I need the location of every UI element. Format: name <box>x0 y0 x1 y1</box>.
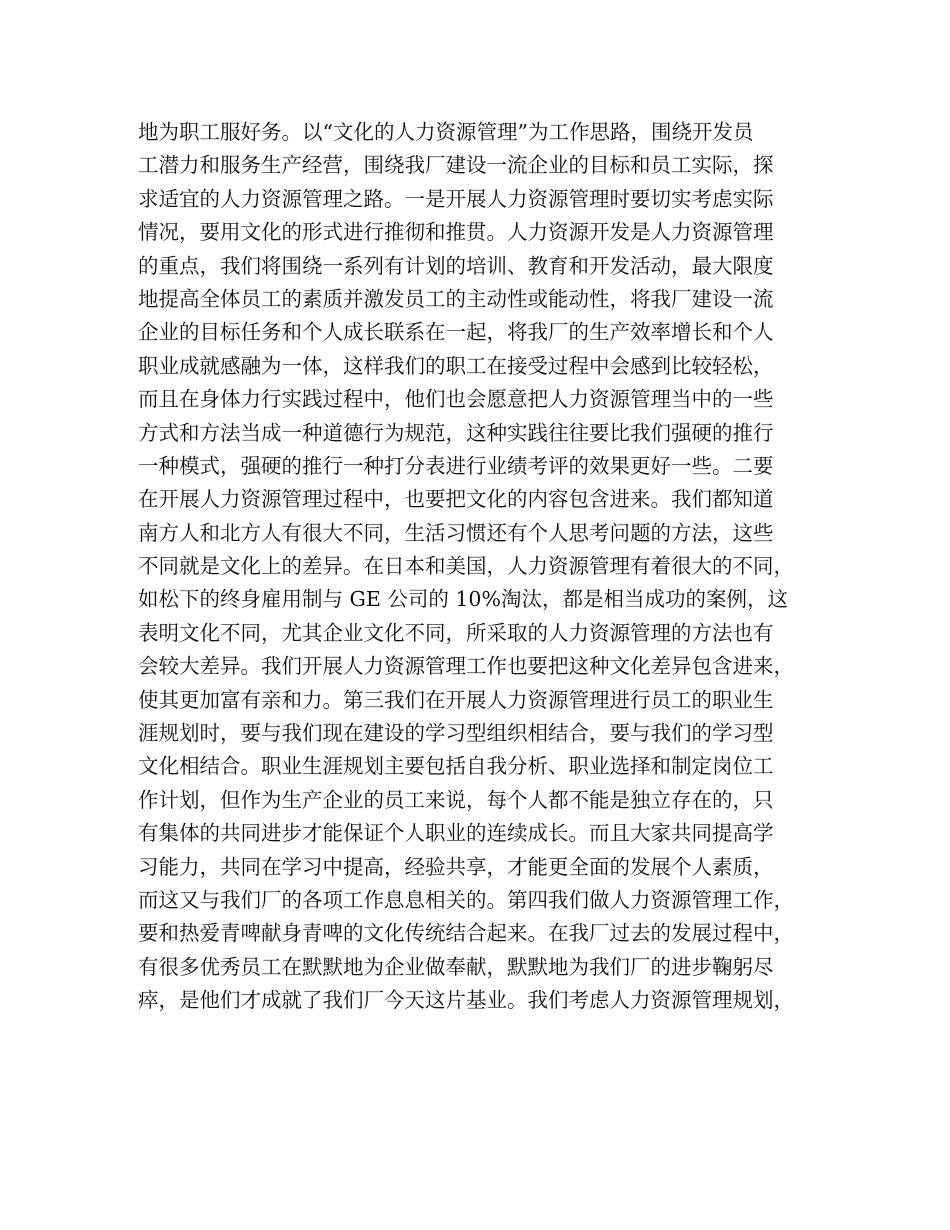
text-line-7: 企业的目标任务和个人成长联系在一起，将我厂的生产效率增长和个人 <box>138 320 774 345</box>
text-line-12: 在开展人力资源管理过程中，也要把文化的内容包含进来。我们都知道 <box>138 487 774 512</box>
text-line-21: 作计划，但作为生产企业的员工来说，每个人都不能是独立存在的，只 <box>138 787 774 812</box>
text-line-9: 而且在身体力行实践过程中，他们也会愿意把人力资源管理当中的一些 <box>138 387 774 412</box>
text-line-16: 表明文化不同，尤其企业文化不同，所采取的人力资源管理的方法也有 <box>138 620 774 645</box>
text-line-10: 方式和方法当成一种道德行为规范，这种实践往往要比我们强硬的推行 <box>138 420 774 445</box>
text-line-24: 而这又与我们厂的各项工作息息相关的。第四我们做人力资源管理工作， <box>138 887 794 912</box>
text-line-15: 如松下的终身雇用制与 GE 公司的 10%淘汰，都是相当成功的案例，这 <box>138 587 788 612</box>
text-line-1: 地为职工服好务。以“文化的人力资源管理”为工作思路，围绕开发员 <box>138 120 754 144</box>
text-line-3: 求适宜的人力资源管理之路。一是开展人力资源管理时要切实考虑实际 <box>138 186 774 211</box>
body-text <box>138 116 828 1018</box>
text-line-13: 南方人和北方人有很大不同，生活习惯还有个人思考问题的方法，这些 <box>138 520 774 545</box>
text-line-26: 有很多优秀员工在默默地为企业做奉献，默默地为我们厂的进步鞠躬尽 <box>138 954 774 979</box>
text-line-4: 情况，要用文化的形式进行推彻和推贯。人力资源开发是人力资源管理 <box>138 220 774 245</box>
text-line-11: 一种模式，强硬的推行一种打分表进行业绩考评的效果更好一些。二要 <box>138 453 774 478</box>
text-line-8: 职业成就感融为一体，这样我们的职工在接受过程中会感到比较轻松， <box>138 353 774 378</box>
text-line-17: 会较大差异。我们开展人力资源管理工作也要把这种文化差异包含进来， <box>138 654 794 679</box>
text-line-25: 要和热爱青啤献身青啤的文化传统结合起来。在我厂过去的发展过程中， <box>138 921 794 946</box>
text-line-20: 文化相结合。职业生涯规划主要包括自我分析、职业选择和制定岗位工 <box>138 754 774 779</box>
text-line-5: 的重点，我们将围绕一系列有计划的培训、教育和开发活动，最大限度 <box>138 253 774 278</box>
text-line-18: 使其更加富有亲和力。第三我们在开展人力资源管理进行员工的职业生 <box>138 687 774 712</box>
text-line-22: 有集体的共同进步才能保证个人职业的连续成长。而且大家共同提高学 <box>138 821 774 846</box>
text-line-14: 不同就是文化上的差异。在日本和美国，人力资源管理有着很大的不同， <box>138 554 794 579</box>
text-line-23: 习能力，共同在学习中提高，经验共享，才能更全面的发展个人素质， <box>138 854 774 879</box>
text-line-27: 瘁，是他们才成就了我们厂今天这片基业。我们考虑人力资源管理规划， <box>138 988 794 1013</box>
text-line-6: 地提高全体员工的素质并激发员工的主动性或能动性，将我厂建设一流 <box>138 286 774 311</box>
text-line-2: 工潜力和服务生产经营，围绕我厂建设一流企业的目标和员工实际，探 <box>138 153 774 178</box>
text-line-19: 涯规划时，要与我们现在建设的学习型组织相结合，要与我们的学习型 <box>138 721 774 746</box>
